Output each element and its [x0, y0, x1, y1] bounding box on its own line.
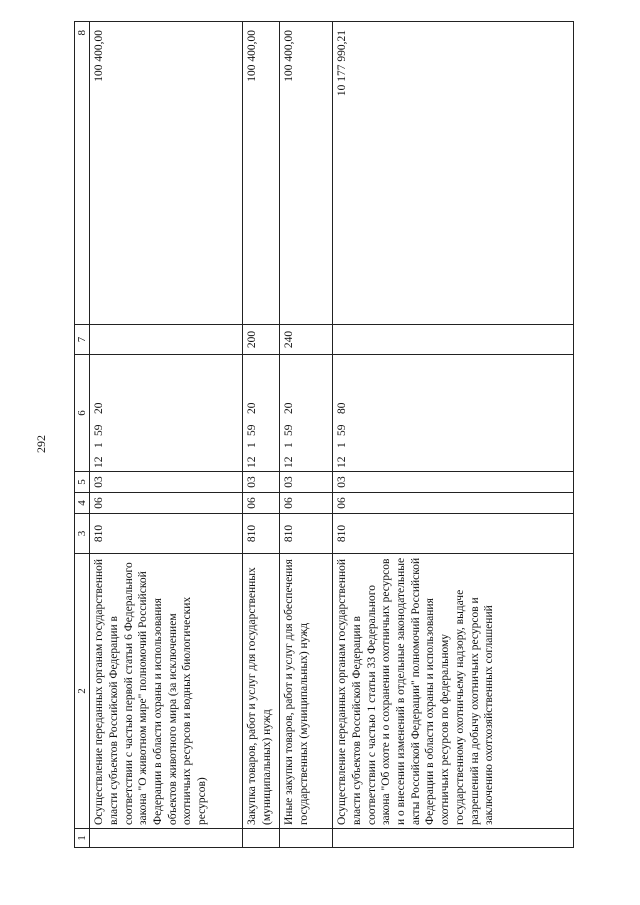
cell-rz: 06 [333, 493, 574, 514]
csr-part: 12 [246, 456, 259, 468]
cell-ved: 810 [280, 514, 333, 554]
table-row [333, 22, 574, 848]
csr-part: 59 [336, 424, 349, 436]
table-row [280, 22, 333, 848]
cell-csr [333, 355, 574, 472]
cell-name: Закупка товаров, работ и услуг для государственных (муниципальных) нужд [243, 554, 280, 829]
cell-col1 [90, 829, 243, 848]
header-col-6: 6 [75, 355, 90, 472]
cell-col1 [333, 829, 574, 848]
csr-part: 20 [93, 402, 106, 414]
cell-csr [243, 355, 280, 472]
csr-part: 20 [283, 402, 296, 414]
cell-ved: 810 [243, 514, 280, 554]
budget-table [74, 21, 574, 848]
header-col-3: 3 [75, 514, 90, 554]
cell-csr [90, 355, 243, 472]
table-header-row [75, 22, 90, 848]
cell-ved: 810 [333, 514, 574, 554]
cell-name: Осуществление переданных органам государственной власти субъектов Российской Федерации в соответствии с частью 1 статьи 33 Федерального закона "Об охоте и о сохранении охотничьих ресурсов и о внесении изменений в отдельные законодательные акты Российской Федерации" полномочий Российской Федерации в области охраны и использования охотничьих ресурсов по федеральному государственному охотничьему надзору, выдаче разрешений на добычу охотничьих ресурсов и заключению охотхозяйственных соглашений [333, 554, 574, 829]
csr-part: 59 [246, 424, 259, 436]
cell-name: Осуществление переданных органам государственной власти субъектов Российской Федерации в соответствии с частью первой статьи 6 Федерального закона "О животном мире" полномочий Российской Федерации в области охраны и использования объектов животного мира (за исключением охотничьих ресурсов и водных биологических ресурсов) [90, 554, 243, 829]
csr-part: 12 [93, 456, 106, 468]
header-col-2: 2 [75, 554, 90, 829]
table-row [90, 22, 243, 848]
cell-rz: 06 [90, 493, 243, 514]
cell-sum: 100 400,00 [90, 22, 243, 325]
cell-csr [280, 355, 333, 472]
header-col-7: 7 [75, 325, 90, 355]
csr-part: 80 [336, 402, 349, 414]
cell-pr: 03 [280, 472, 333, 493]
cell-col1 [280, 829, 333, 848]
header-col-5: 5 [75, 472, 90, 493]
page-number: 292 [34, 435, 48, 453]
header-col-4: 4 [75, 493, 90, 514]
cell-ved: 810 [90, 514, 243, 554]
cell-sum: 100 400,00 [280, 22, 333, 325]
header-col-8: 8 [75, 22, 90, 325]
table-row [243, 22, 280, 848]
csr-part: 20 [246, 402, 259, 414]
cell-vr [333, 325, 574, 355]
cell-vr: 200 [243, 325, 280, 355]
csr-part: 12 [283, 456, 296, 468]
cell-pr: 03 [333, 472, 574, 493]
header-col-1: 1 [75, 829, 90, 848]
cell-name: Иные закупки товаров, работ и услуг для обеспечения государственных (муниципальных) нужд [280, 554, 333, 829]
csr-part: 1 [93, 442, 106, 448]
cell-pr: 03 [90, 472, 243, 493]
csr-part: 59 [93, 424, 106, 436]
csr-part: 1 [336, 442, 349, 448]
cell-sum: 10 177 990,21 [333, 22, 574, 325]
cell-sum: 100 400,00 [243, 22, 280, 325]
cell-rz: 06 [243, 493, 280, 514]
cell-pr: 03 [243, 472, 280, 493]
cell-vr [90, 325, 243, 355]
csr-part: 1 [283, 442, 296, 448]
cell-col1 [243, 829, 280, 848]
csr-part: 12 [336, 456, 349, 468]
csr-part: 1 [246, 442, 259, 448]
csr-part: 59 [283, 424, 296, 436]
rotated-table-container [74, 30, 564, 848]
cell-vr: 240 [280, 325, 333, 355]
cell-rz: 06 [280, 493, 333, 514]
